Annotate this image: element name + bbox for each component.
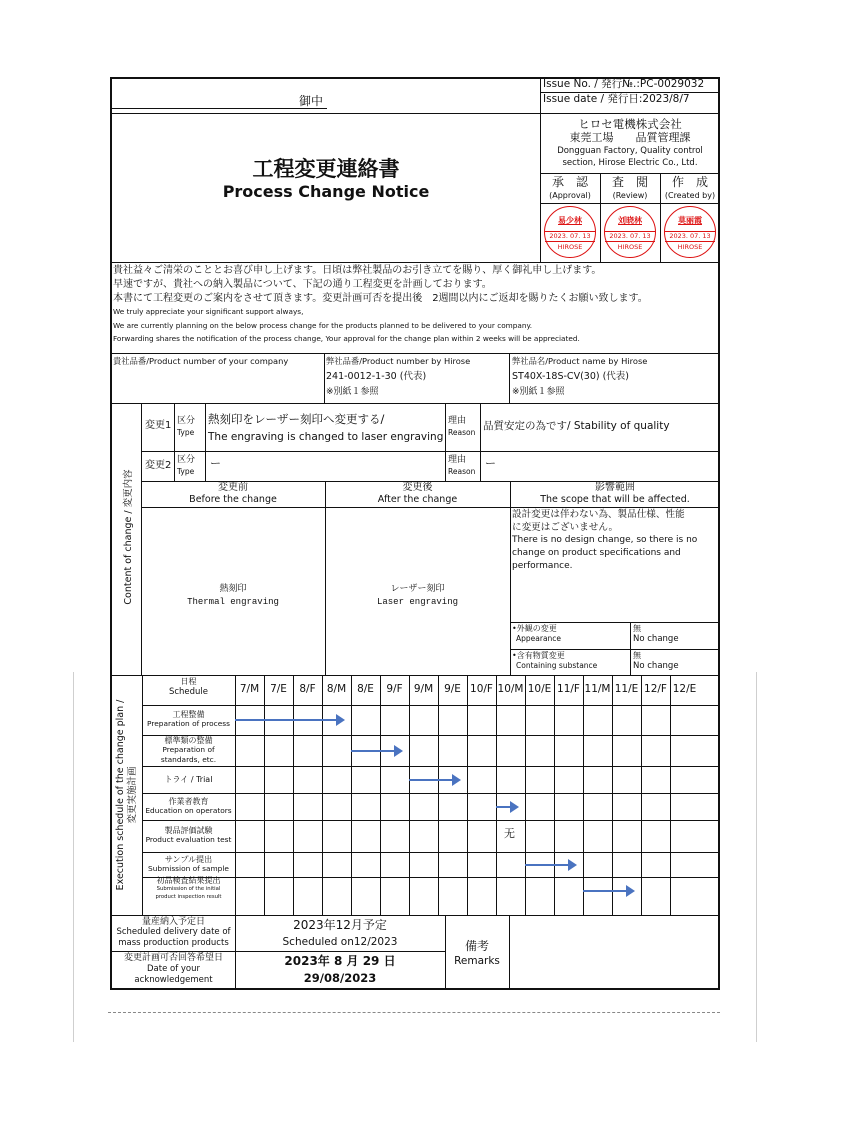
change1-type-en: Type bbox=[177, 428, 195, 437]
schedule-table bbox=[112, 675, 720, 915]
substance-value-en: No change bbox=[633, 661, 679, 671]
schedule-head-jp: 日程 bbox=[180, 677, 197, 686]
hirose-name-value: ST40X-18S-CV(30) (代表) bbox=[512, 371, 629, 382]
recipient-honorific: 御中 bbox=[299, 94, 324, 108]
schedule-row-label-jp: トライ / Trial bbox=[164, 774, 213, 784]
schedule-arrow bbox=[409, 779, 459, 781]
delivery-value-en: Scheduled on12/2023 bbox=[282, 936, 398, 948]
scope-en-line2: change on product specifications and bbox=[512, 548, 681, 558]
after-value-jp: レーザー刻印 bbox=[390, 584, 445, 594]
review-label: 査 閲 bbox=[611, 175, 648, 189]
before-value-jp: 熱刻印 bbox=[219, 584, 247, 594]
ack-label-en1: Date of your bbox=[146, 964, 201, 974]
change2-type-jp: 区分 bbox=[177, 455, 196, 465]
change1-reason-en: Reason bbox=[448, 428, 476, 437]
substance-value-jp: 無 bbox=[633, 651, 641, 660]
schedule-arrow bbox=[525, 864, 575, 866]
review-stamp: 刘晓林 2023. 07. 13 HIROSE bbox=[604, 206, 656, 258]
product-eval-mark: 无 bbox=[504, 827, 515, 840]
change1-type-en-value: The engraving is changed to laser engraving bbox=[208, 431, 444, 443]
change1-reason-jp: 理由 bbox=[448, 416, 467, 426]
hirose-number-value: 241-0012-1-30 (代表) bbox=[326, 371, 427, 382]
change2-type-en: Type bbox=[177, 467, 195, 476]
title-jp: 工程変更連絡書 bbox=[252, 157, 400, 181]
remarks-label-en: Remarks bbox=[454, 955, 500, 967]
schedule-column-header: 12/E bbox=[672, 683, 697, 695]
change1-label: 変更1 bbox=[145, 420, 172, 431]
schedule-column-header: 8/F bbox=[299, 683, 316, 695]
page-edge-line-left bbox=[73, 672, 74, 1042]
before-header-jp: 変更前 bbox=[218, 482, 248, 493]
cut-line bbox=[108, 1012, 720, 1013]
delivery-value-jp: 2023年12月予定 bbox=[293, 918, 387, 932]
schedule-row-label-jp: 製品評価試験 bbox=[164, 826, 213, 835]
content-side-label: Content of change / 変更内容 bbox=[123, 469, 134, 605]
intro-jp-3: 本書にて工程変更のご案内をさせて頂きます。変更計画可否を提出後 2週間以内にご返却を賜りたくお願い致します。 bbox=[113, 293, 648, 304]
schedule-row-label-en: Product evaluation test bbox=[145, 835, 232, 844]
schedule-row-label-jp: サンプル提出 bbox=[164, 854, 213, 864]
created-label-en: (Created by) bbox=[664, 191, 716, 200]
scope-en-line3: performance. bbox=[512, 561, 573, 571]
page-edge-line-right bbox=[756, 672, 757, 1042]
approval-label-en: (Approval) bbox=[549, 191, 591, 200]
remarks-label-jp: 備考 bbox=[464, 939, 489, 953]
schedule-column-header: 8/E bbox=[357, 683, 374, 695]
schedule-column-header: 11/F bbox=[557, 683, 580, 695]
after-value-en: Laser engraving bbox=[376, 597, 458, 607]
schedule-column-header: 9/M bbox=[413, 683, 434, 695]
ack-value-jp: 2023年 8 月 29 日 bbox=[284, 954, 396, 968]
substance-label-en: Containing substance bbox=[516, 661, 598, 670]
schedule-row-label-en: standards, etc. bbox=[160, 754, 217, 764]
schedule-column-header: 8/M bbox=[326, 683, 347, 695]
change1-reason-value: 品質安定の為です/ Stability of quality bbox=[483, 420, 670, 432]
notice-form bbox=[110, 77, 720, 990]
scope-jp-line1: 設計変更は伴わない為、製品仕様、性能 bbox=[512, 509, 685, 520]
intro-jp-1: 貴社益々ご清栄のこととお喜び申し上げます。日頃は弊社製品のお引き立てを賜り、厚く御礼申し上げます。 bbox=[113, 265, 602, 276]
schedule-row-label-en: product inspection result bbox=[155, 894, 222, 900]
schedule-arrow bbox=[496, 806, 517, 808]
approval-label: 承 認 bbox=[551, 175, 588, 189]
schedule-row-label-jp: 初品検査結果提出 bbox=[156, 876, 221, 885]
schedule-column-header: 9/E bbox=[444, 683, 461, 695]
issuer-dept: 東莞工場 品質管理課 bbox=[569, 131, 691, 144]
change1-type-jp: 区分 bbox=[177, 416, 196, 426]
schedule-arrow bbox=[583, 890, 633, 892]
substance-label-jp: •含有物質変更 bbox=[512, 651, 565, 660]
appearance-value-en: No change bbox=[633, 634, 679, 644]
intro-en-3: Forwarding shares the notification of the process change, Your approval for the change plan within 2 weeks will be appreciated. bbox=[113, 334, 580, 343]
schedule-row-label-en: Preparation of process bbox=[147, 719, 230, 728]
created-label: 作 成 bbox=[671, 175, 708, 189]
schedule-column-header: 12/F bbox=[644, 683, 667, 695]
title-en: Process Change Notice bbox=[222, 182, 430, 201]
ack-label-en2: acknowledgement bbox=[134, 975, 213, 985]
schedule-row-label-en: Submission of sample bbox=[148, 863, 229, 873]
schedule-side-label: Execution schedule of the change plan / 変更実施計画 bbox=[115, 699, 138, 891]
schedule-column-header: 11/M bbox=[584, 683, 611, 695]
change1-type-jp-value: 熱刻印をレーザー刻印へ変更する/ bbox=[208, 412, 385, 426]
issue-date: Issue date / 発行日:2023/8/7 bbox=[543, 93, 690, 105]
schedule-column-header: 10/M bbox=[497, 683, 524, 695]
schedule-row-label-en: Submission of the initial bbox=[156, 886, 221, 892]
issuer-en-line2: section, Hirose Electric Co., Ltd. bbox=[562, 158, 698, 168]
schedule-row-label-en: Education on operators bbox=[145, 805, 232, 815]
schedule-row-label-jp: 工程整備 bbox=[172, 710, 205, 719]
change2-reason-jp: 理由 bbox=[448, 455, 467, 465]
customer-product-label: 貴社品番/Product number of your company bbox=[113, 356, 289, 366]
schedule-row-label-en: Preparation of bbox=[162, 744, 215, 754]
schedule-head-en: Schedule bbox=[168, 687, 209, 697]
schedule-arrow bbox=[351, 750, 401, 752]
approval-stamp: 易少林 2023. 07. 13 HIROSE bbox=[544, 206, 596, 258]
issuer-company: ヒロセ電機株式会社 bbox=[578, 117, 682, 131]
scope-header-en: The scope that will be affected. bbox=[540, 494, 690, 505]
delivery-label-en1: Scheduled delivery date of bbox=[116, 927, 231, 937]
schedule-row-label-jp: 作業者教育 bbox=[168, 796, 209, 806]
hirose-number-label: 弊社品番/Product number by Hirose bbox=[326, 356, 471, 366]
intro-en-1: We truly appreciate your significant support always, bbox=[113, 307, 304, 316]
schedule-column-header: 7/E bbox=[270, 683, 287, 695]
schedule-row-label-jp: 標準類の整備 bbox=[164, 735, 213, 745]
scope-header-jp: 影響範囲 bbox=[595, 482, 635, 493]
after-header-jp: 変更後 bbox=[402, 482, 433, 493]
hirose-name-note: ※別紙１参照 bbox=[512, 387, 565, 397]
intro-jp-2: 早速ですが、貴社への納入製品について、下記の通り工程変更を計画しております。 bbox=[113, 279, 492, 290]
schedule-column-header: 7/M bbox=[239, 683, 260, 695]
hirose-name-label: 弊社品名/Product name by Hirose bbox=[512, 356, 648, 366]
issue-number: Issue No. / 発行№.:PC-0029032 bbox=[543, 78, 705, 90]
ack-label-jp: 変更計画可否回答希望日 bbox=[123, 953, 223, 963]
appearance-value-jp: 無 bbox=[633, 624, 641, 633]
ack-value-en: 29/08/2023 bbox=[303, 971, 377, 985]
schedule-arrow bbox=[235, 719, 343, 721]
intro-en-2: We are currently planning on the below process change for the products planned to be delivered to your company. bbox=[113, 321, 533, 330]
before-header-en: Before the change bbox=[189, 494, 277, 505]
change2-label: 変更2 bbox=[145, 460, 172, 471]
appearance-label-en: Appearance bbox=[516, 634, 562, 643]
schedule-column-header: 9/F bbox=[386, 683, 403, 695]
change2-type-value: ー bbox=[210, 457, 221, 470]
created-stamp: 莫丽霞 2023. 07. 13 HIROSE bbox=[664, 206, 716, 258]
review-label-en: (Review) bbox=[612, 191, 648, 200]
after-header-en: After the change bbox=[377, 494, 458, 505]
change2-reason-en: Reason bbox=[448, 467, 476, 476]
change2-reason-value: ー bbox=[485, 457, 496, 470]
delivery-label-en2: mass production products bbox=[118, 938, 229, 948]
scope-en-line1: There is no design change, so there is no bbox=[512, 535, 698, 545]
before-value-en: Thermal engraving bbox=[187, 597, 279, 607]
issuer-en-line1: Dongguan Factory, Quality control bbox=[557, 146, 703, 156]
delivery-label-jp: 量産納入予定日 bbox=[141, 917, 205, 927]
scope-jp-line2: に変更はございません。 bbox=[512, 522, 619, 533]
hirose-number-note: ※別紙１参照 bbox=[326, 387, 379, 397]
schedule-column-header: 10/F bbox=[470, 683, 493, 695]
appearance-label-jp: •外観の変更 bbox=[512, 624, 557, 633]
schedule-column-header: 10/E bbox=[527, 683, 552, 695]
schedule-column-header: 11/E bbox=[614, 683, 639, 695]
